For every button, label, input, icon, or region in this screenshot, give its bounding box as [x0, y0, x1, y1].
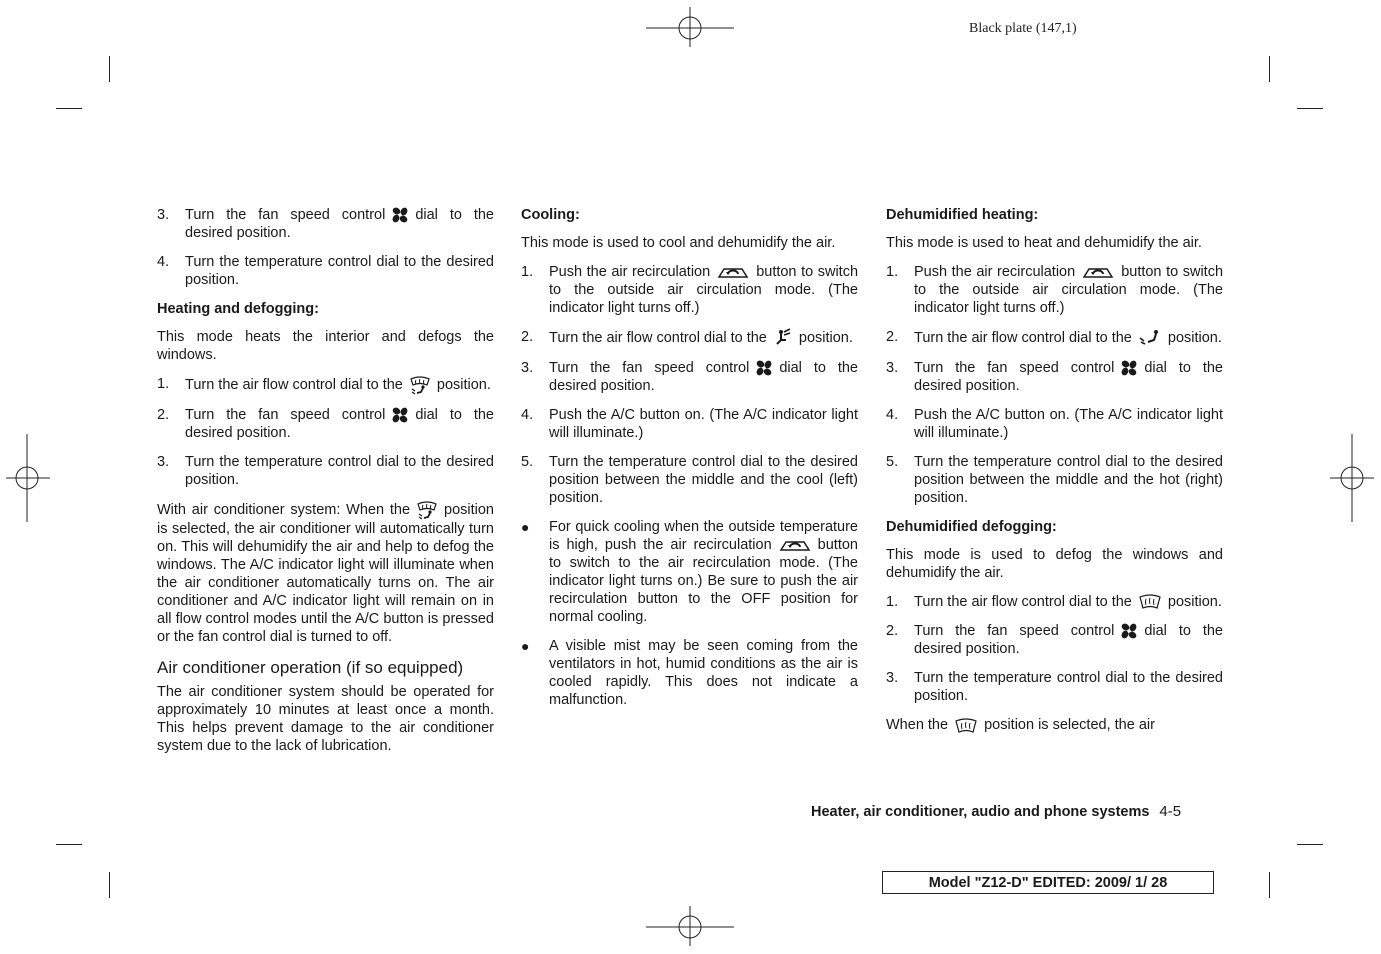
list-item: 4. Turn the temperature control dial to the desired position. — [157, 254, 494, 289]
paragraph: When the position is selected, the air — [886, 717, 1155, 734]
paragraph: With air conditioner system: When the position is selected, the air conditioner will automatically turn on. This will dehumidify the air and help to defog the windows. The A/C indicator light will illuminate when the air conditioner automatically turns on. The air conditioner and A/C indicator light will remain on in all flow control modes until the A/C button is pressed or the fan control dial is turned to off. — [157, 502, 494, 646]
fan-icon — [1120, 622, 1138, 640]
fan-icon — [391, 206, 409, 224]
page-footer — [811, 803, 1181, 820]
list-item: 5. Turn the temperature control dial to the desired position between the middle and the hot (right) position. — [886, 454, 1223, 507]
crop-mark — [56, 108, 82, 109]
list-item: 1. Push the air recirculation button to switch to the outside air circulation mode. (The indicator light turns off.) — [521, 264, 859, 316]
column-right — [886, 206, 1223, 745]
fan-icon — [1120, 359, 1138, 377]
vent-icon — [773, 328, 793, 348]
section-heading: Dehumidified defogging: — [886, 519, 1057, 536]
crop-mark — [1269, 56, 1270, 82]
bullet-icon: ● — [521, 638, 530, 655]
list-item: 1. Turn the air flow control dial to the position. — [886, 594, 1222, 611]
list-item: 3. Turn the fan speed control dial to the desired position. — [521, 360, 858, 395]
model-edited-box: Model "Z12-D" EDITED: 2009/ 1/ 28 — [882, 871, 1214, 894]
list-item: 1. Push the air recirculation button to switch to the outside air circulation mode. (The indicator light turns off.) — [886, 264, 1224, 316]
bullet-item: ● A visible mist may be seen coming from the ventilators in hot, humid conditions as the air is cooled rapidly. This does not indicate a malfunction. — [521, 638, 858, 709]
defrost-icon — [954, 718, 978, 734]
recirculation-icon — [716, 264, 750, 280]
list-item: 2. Turn the fan speed control dial to the desired position. — [157, 407, 494, 442]
registration-mark-top — [646, 7, 734, 47]
list-item: 4. Push the A/C button on. (The A/C indicator light will illuminate.) — [521, 407, 858, 442]
column-middle — [521, 206, 858, 720]
recirculation-icon — [778, 537, 812, 553]
fan-icon — [391, 406, 409, 424]
paragraph: This mode is used to heat and dehumidify the air. — [886, 235, 1202, 251]
crop-mark — [109, 872, 110, 898]
crop-mark — [109, 56, 110, 82]
registration-mark-bottom — [646, 906, 734, 946]
floor-defrost-icon — [409, 375, 431, 395]
list-item: 5. Turn the temperature control dial to the desired position between the middle and the cool (left) position. — [521, 454, 858, 507]
section-heading: Dehumidified heating: — [886, 207, 1039, 223]
crop-mark — [1269, 872, 1270, 898]
defrost-icon — [1138, 594, 1162, 610]
list-item: 3. Turn the temperature control dial to the desired position. — [886, 670, 1223, 705]
bullet-icon: ● — [521, 519, 530, 536]
column-left — [157, 206, 494, 766]
section-heading: Heating and defogging: — [157, 301, 319, 318]
list-item: 3. Turn the fan speed control dial to the desired position. — [886, 360, 1223, 395]
paragraph: This mode heats the interior and defogs the windows. — [157, 329, 494, 364]
list-item: 3. Turn the fan speed control dial to the desired position. — [157, 207, 494, 242]
bullet-item: ● For quick cooling when the outside temperature is high, push the air recirculation button to switch to the air recirculation mode. (The indicator light turns on.) Be sure to push the air recirculation button to the OFF position for normal cooling. — [521, 519, 858, 626]
crop-mark — [1297, 844, 1323, 845]
page-number: 4-5 — [1159, 803, 1182, 820]
paragraph: The air conditioner system should be operated for approximately 10 minutes at least once a month. This helps prevent damage to the air conditioner system due to the lack of lubrication. — [157, 684, 494, 755]
list-item: 3. Turn the temperature control dial to the desired position. — [157, 454, 494, 489]
fan-icon — [755, 359, 773, 377]
paragraph: This mode is used to cool and dehumidify the air. — [521, 235, 836, 251]
list-item: 2. Turn the air flow control dial to the position. — [521, 328, 858, 348]
plate-label: Black plate (147,1) — [969, 21, 1077, 36]
recirculation-icon — [1081, 264, 1115, 280]
registration-mark-right — [1330, 434, 1374, 522]
list-item: 2. Turn the fan speed control dial to the desired position. — [886, 623, 1223, 658]
registration-mark-left — [6, 434, 50, 522]
list-item: 2. Turn the air flow control dial to the position. — [886, 328, 1223, 348]
paragraph: This mode is used to defog the windows and dehumidify the air. — [886, 547, 1223, 582]
floor-defrost-icon — [416, 500, 438, 520]
section-title: Air conditioner operation (if so equipped) — [157, 658, 464, 678]
crop-mark — [1297, 108, 1323, 109]
crop-mark — [56, 844, 82, 845]
section-heading: Cooling: — [521, 207, 580, 223]
foot-vent-icon — [1138, 328, 1162, 348]
footer-section-title: Heater, air conditioner, audio and phone systems — [811, 804, 1150, 820]
list-item: 4. Push the A/C button on. (The A/C indicator light will illuminate.) — [886, 407, 1223, 442]
list-item: 1. Turn the air flow control dial to the position. — [157, 375, 494, 395]
